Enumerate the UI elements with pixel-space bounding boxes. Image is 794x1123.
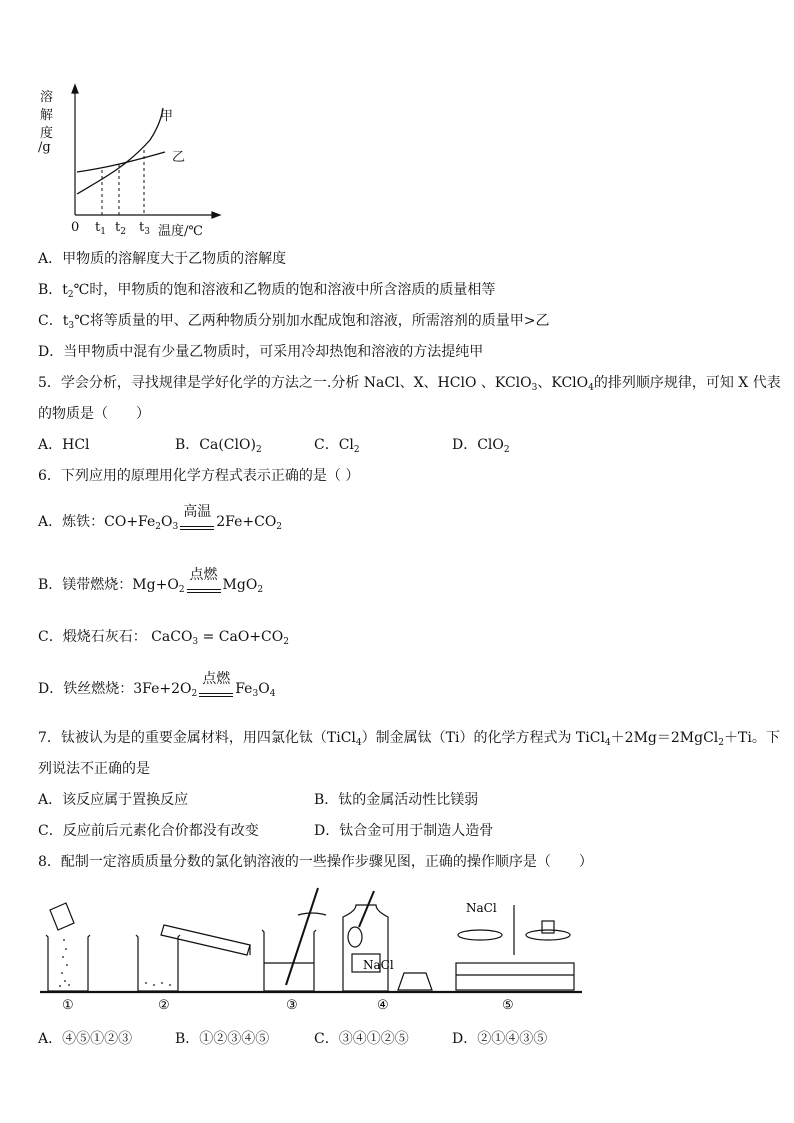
q6-option-d: D．铁丝燃烧：$3Fe+2O_2$ 点燃 $Fe_3O_4$ — [38, 680, 275, 703]
step5-balance — [456, 905, 574, 990]
step2-beaker — [136, 925, 250, 991]
q5-option-b: B．$Ca(ClO)_2$ — [175, 437, 262, 455]
step4-bottle — [343, 891, 432, 991]
bottle-label: NaCl — [363, 958, 394, 972]
x-tick-0: 0 — [71, 220, 80, 235]
q8-option-d: D．②①④③⑤ — [452, 1031, 548, 1047]
q4-option-c: C．$t_3℃$将等质量的甲、乙两种物质分别加水配成饱和溶液，所需溶剂的质量甲>乙 — [38, 313, 550, 331]
q6-option-c: C．煅烧石灰石： CaCO$_3$ = $CaO+CO_2$ — [38, 629, 289, 647]
q6-option-a: A．炼铁：$CO+Fe_2O_3$ 高温 $2Fe+CO_2$ — [38, 513, 282, 536]
q6-stem: 6．下列应用的原理用化学方程式表示正确的是（ ） — [38, 468, 360, 484]
q5-stem-line2: 的物质是（ ） — [38, 406, 150, 422]
equation-condition-b: 点燃 — [185, 581, 223, 599]
q6-option-b: B．镁带燃烧：$Mg+O_2$ 点燃 MgO$_2$ — [38, 576, 263, 599]
q5-stem-line1: 5．学会分析，寻找规律是学好化学的方法之一.分析 NaCl、X、HClO 、KClO$_3$、KClO$_4$的排列顺序规律，可知 X 代表 — [38, 375, 781, 393]
equation-condition-a: 高温 — [178, 518, 216, 536]
q4-option-d: D．当甲物质中混有少量乙物质时，可采用冷却热饱和溶液的方法提纯甲 — [38, 344, 484, 360]
series-yi-curve — [77, 152, 165, 172]
y-axis-label-4: /g — [38, 140, 51, 155]
y-axis-label-1: 溶 — [40, 90, 54, 105]
series-jia-curve — [77, 108, 163, 194]
lab-procedure-figure — [36, 885, 606, 1010]
legend-jia: 甲 — [160, 109, 174, 124]
x-axis-label: 温度/℃ — [158, 224, 203, 239]
x-tick-t1: $t_1$ — [95, 220, 106, 237]
q5-option-d: D．ClO$_2$ — [452, 437, 510, 455]
q7-option-a: A．该反应属于置换反应 — [38, 792, 189, 808]
q7-option-c: C．反应前后元素化合价都没有改变 — [38, 823, 259, 839]
step-label-1: ① — [62, 998, 74, 1010]
y-axis-label-3: 度 — [40, 126, 54, 141]
step-label-4: ④ — [377, 998, 389, 1010]
q7-option-b: B．钛的金属活动性比镁弱 — [314, 792, 479, 808]
q7-stem-line1: 7．钛被认为是的重要金属材料，用四氯化钛（TiCl$_4$）制金属钛（Ti）的化学方程式为 TiCl$_4$＋2Mg＝2MgCl$_2$＋Ti。下 — [38, 730, 780, 748]
q8-option-c: C．③④①②⑤ — [314, 1031, 409, 1047]
legend-yi: 乙 — [172, 150, 186, 165]
x-tick-t2: $t_2$ — [115, 220, 126, 237]
q4-option-a: A．甲物质的溶解度大于乙物质的溶解度 — [38, 251, 287, 267]
step-label-3: ③ — [286, 998, 298, 1010]
q8-option-b: B．①②③④⑤ — [175, 1031, 270, 1047]
q7-option-d: D．钛合金可用于制造人造骨 — [314, 823, 494, 839]
q5-option-c: C．$Cl_2$ — [314, 437, 360, 455]
step-label-5: ⑤ — [502, 998, 514, 1010]
q5-option-a: A．HCl — [38, 437, 90, 453]
q4-option-b: B．$t_2℃$时，甲物质的饱和溶液和乙物质的饱和溶液中所含溶质的质量相等 — [38, 282, 496, 300]
step1-beaker — [46, 903, 90, 991]
step3-beaker — [262, 888, 326, 991]
chart-axes — [72, 85, 220, 218]
q7-stem-line2: 列说法不正确的是 — [38, 761, 150, 777]
x-tick-t3: $t_3$ — [139, 220, 150, 237]
solubility-chart — [30, 80, 230, 240]
step-label-2: ② — [158, 998, 170, 1010]
equation-condition-d: 点燃 — [197, 685, 235, 703]
balance-label: NaCl — [466, 901, 497, 915]
y-axis-label-2: 解 — [40, 108, 54, 123]
q8-stem: 8．配制一定溶质质量分数的氯化钠溶液的一些操作步骤见图，正确的操作顺序是（ ） — [38, 854, 593, 870]
q8-option-a: A．④⑤①②③ — [38, 1031, 133, 1047]
